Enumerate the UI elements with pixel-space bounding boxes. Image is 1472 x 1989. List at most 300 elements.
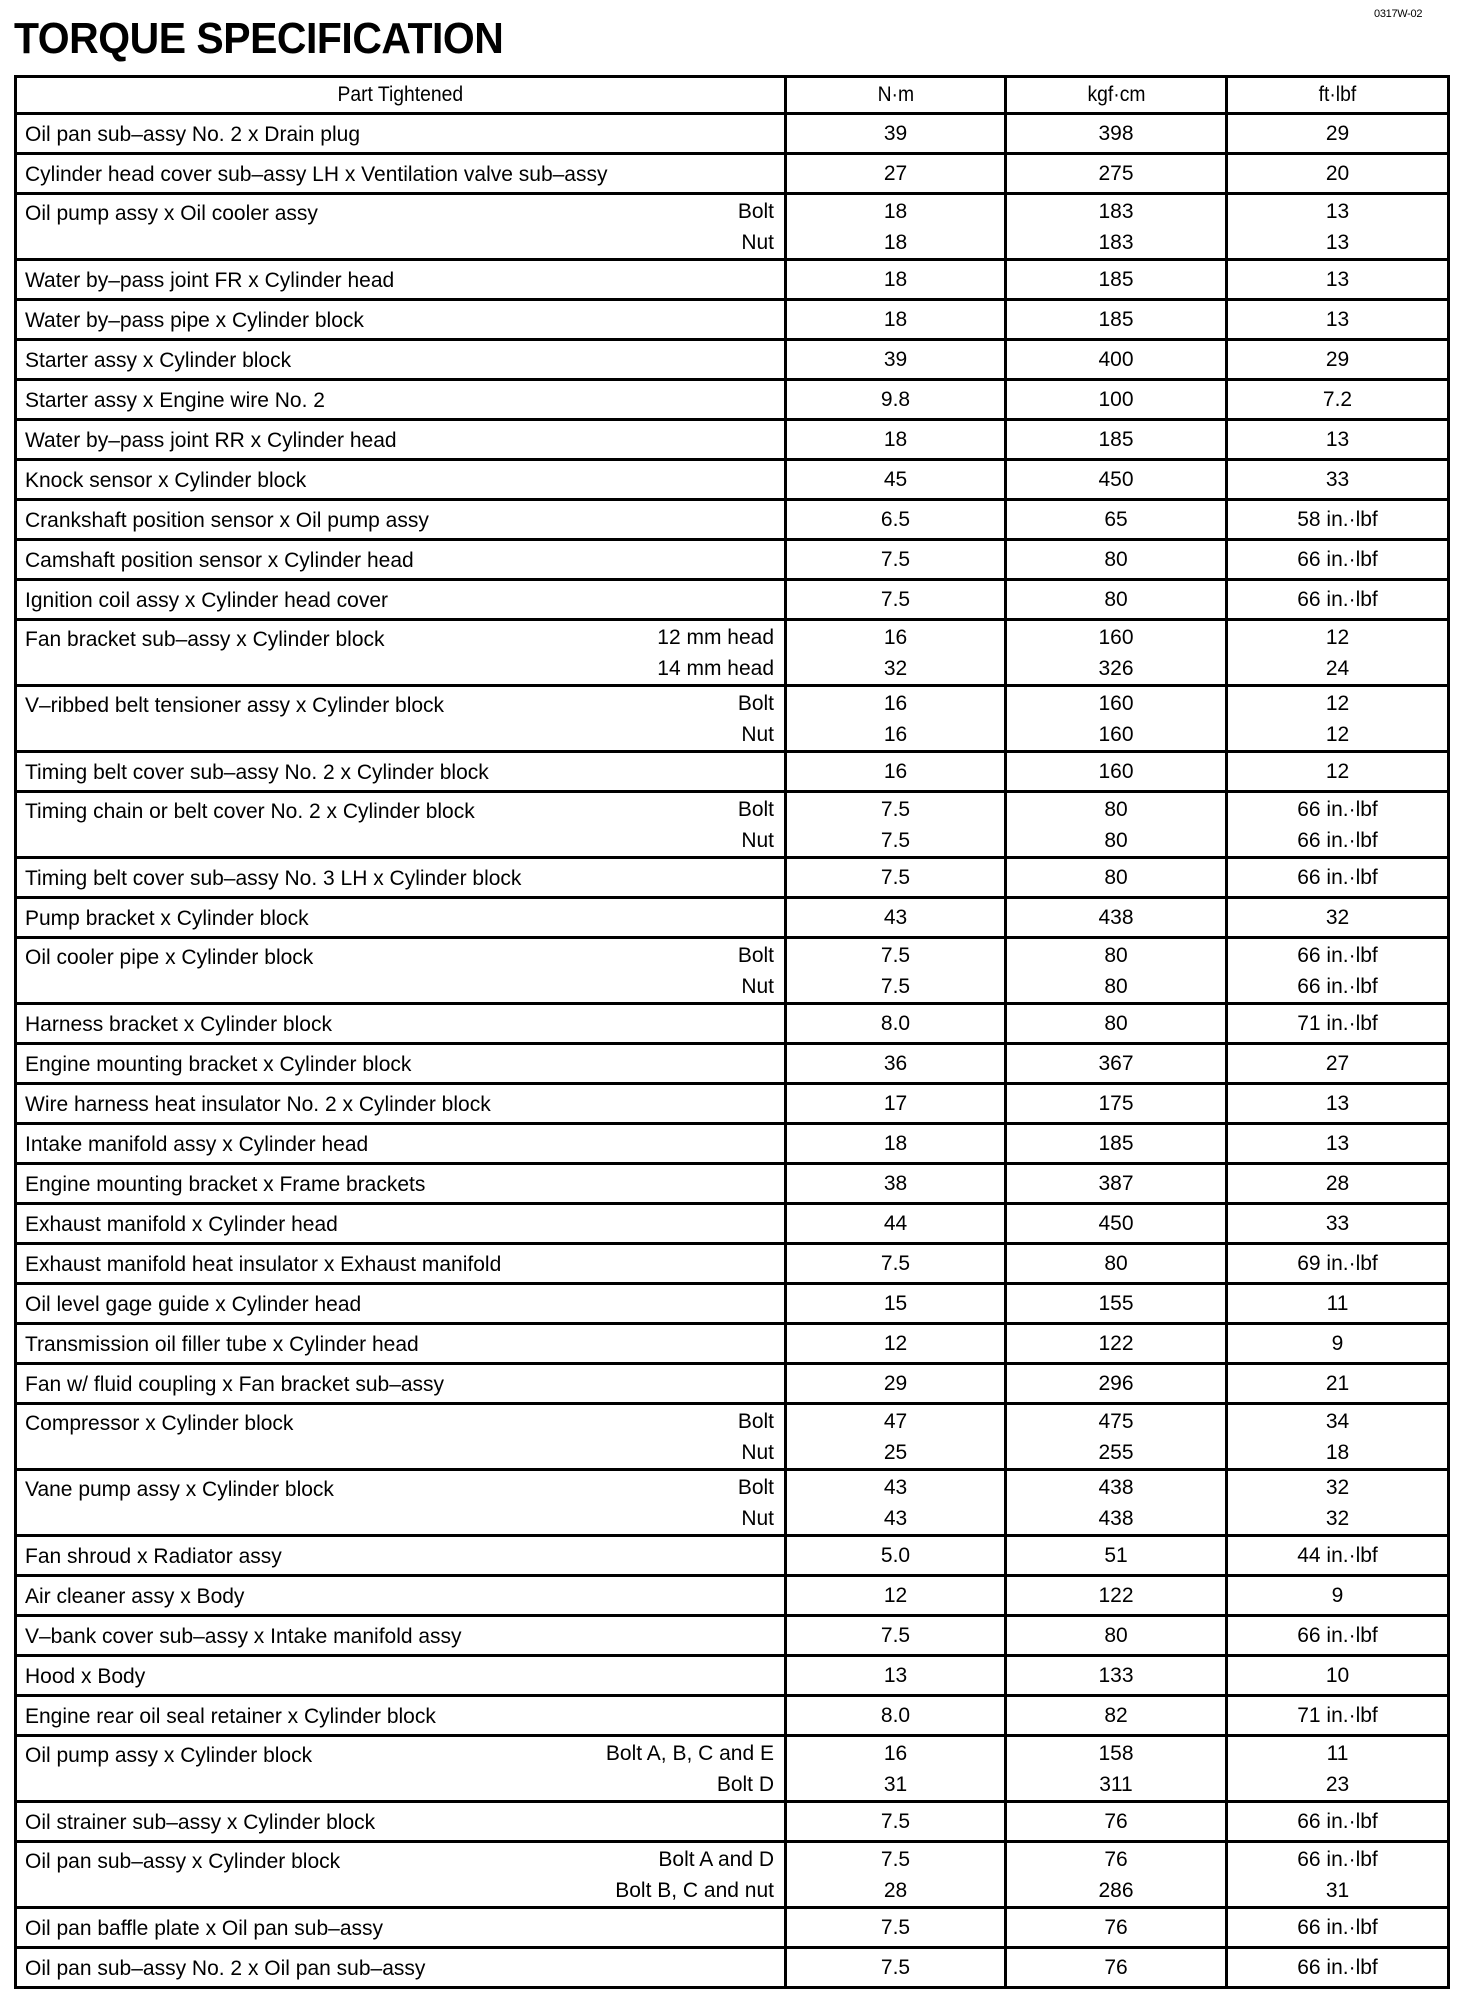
torque-nm-cell	[786, 194, 1006, 260]
table-row	[16, 1004, 1449, 1044]
torque-ft-lbf-cell	[1227, 1696, 1449, 1736]
table-row	[16, 1736, 1449, 1802]
part-name: Knock sensor x Cylinder block	[25, 469, 307, 492]
table-row	[16, 260, 1449, 300]
torque-value: 133	[1098, 1664, 1134, 1687]
torque-kgf-cm-cell	[1006, 460, 1227, 500]
torque-value: 28	[1325, 1172, 1350, 1195]
torque-kgf-cm-cell	[1006, 1284, 1227, 1324]
part-cell	[16, 938, 786, 1004]
table-header-row	[16, 77, 1449, 114]
torque-kgf-cm-cell	[1006, 380, 1227, 420]
part-name: Fan w/ fluid coupling x Fan bracket sub–assy	[25, 1373, 445, 1396]
part-name: Intake manifold assy x Cylinder head	[25, 1133, 369, 1156]
torque-kgf-cm-cell	[1006, 1736, 1227, 1802]
part-cell-content	[17, 1245, 784, 1282]
table-row	[16, 580, 1449, 620]
torque-value: 58 in.·lbf	[1297, 508, 1378, 531]
part-name: Oil level gage guide x Cylinder head	[25, 1293, 362, 1316]
table-row	[16, 154, 1449, 194]
torque-kgf-cm-cell	[1006, 1656, 1227, 1696]
part-cell	[16, 1324, 786, 1364]
fastener-label: Nut	[741, 1506, 774, 1530]
torque-value: 29	[883, 1372, 908, 1395]
torque-value: 7.2	[1322, 388, 1353, 411]
torque-value: 66 in.·lbf	[1297, 1810, 1378, 1833]
torque-kgf-cm-cell	[1006, 1124, 1227, 1164]
part-cell	[16, 898, 786, 938]
fastener-label: Bolt	[737, 199, 774, 223]
torque-nm-cell	[786, 340, 1006, 380]
torque-ft-lbf-cell	[1227, 1164, 1449, 1204]
table-row	[16, 858, 1449, 898]
torque-value: 27	[883, 162, 908, 185]
torque-value: 7.5	[880, 866, 911, 889]
torque-ft-lbf-cell	[1227, 460, 1449, 500]
part-name: Exhaust manifold heat insulator x Exhaust manifold	[25, 1253, 502, 1276]
torque-value: 475	[1098, 1409, 1134, 1433]
torque-value: 12	[883, 1332, 908, 1355]
table-row	[16, 1244, 1449, 1284]
torque-value: 66 in.·lbf	[1297, 866, 1378, 889]
part-name: Camshaft position sensor x Cylinder head	[25, 549, 414, 572]
table-row	[16, 1802, 1449, 1842]
part-cell-content	[17, 1657, 784, 1694]
torque-value: 45	[883, 468, 908, 491]
torque-ft-lbf-cell	[1227, 1364, 1449, 1404]
part-cell	[16, 1576, 786, 1616]
torque-value: 185	[1098, 428, 1134, 451]
torque-value: 25	[883, 1440, 908, 1464]
torque-ft-lbf-cell	[1227, 792, 1449, 858]
part-name: Oil pump assy x Cylinder block	[25, 1743, 313, 1767]
part-cell-content	[17, 421, 784, 458]
torque-kgf-cm-cell	[1006, 154, 1227, 194]
table-row	[16, 620, 1449, 686]
torque-ft-lbf-cell	[1227, 1470, 1449, 1536]
torque-value: 160	[1098, 760, 1134, 783]
torque-value: 11	[1326, 1292, 1349, 1315]
torque-kgf-cm-cell	[1006, 300, 1227, 340]
torque-nm-cell	[786, 1948, 1006, 1988]
table-row	[16, 114, 1449, 154]
part-name: Crankshaft position sensor x Oil pump assy	[25, 509, 429, 532]
torque-value: 71 in.·lbf	[1297, 1012, 1378, 1035]
table-row	[16, 1284, 1449, 1324]
torque-ft-lbf-cell	[1227, 1244, 1449, 1284]
table-row	[16, 1044, 1449, 1084]
torque-kgf-cm-cell	[1006, 1324, 1227, 1364]
fastener-label: Bolt B, C and nut	[615, 1878, 774, 1902]
torque-value: 367	[1098, 1052, 1134, 1075]
torque-value: 18	[883, 308, 908, 331]
part-cell-content	[17, 1005, 784, 1042]
part-name: Transmission oil filler tube x Cylinder head	[25, 1333, 419, 1356]
torque-value: 76	[1104, 1956, 1128, 1979]
part-cell	[16, 1204, 786, 1244]
torque-value: 32	[883, 656, 908, 680]
torque-nm-cell	[786, 114, 1006, 154]
part-cell	[16, 858, 786, 898]
torque-nm-cell	[786, 752, 1006, 792]
torque-value: 15	[883, 1292, 908, 1315]
part-name: Oil cooler pipe x Cylinder block	[25, 945, 314, 969]
part-name: V–ribbed belt tensioner assy x Cylinder block	[25, 693, 445, 717]
torque-value: 7.5	[880, 1956, 911, 1979]
torque-value: 438	[1098, 1475, 1134, 1499]
part-cell	[16, 1284, 786, 1324]
torque-ft-lbf-cell	[1227, 1324, 1449, 1364]
torque-kgf-cm-cell	[1006, 620, 1227, 686]
torque-kgf-cm-cell	[1006, 1470, 1227, 1536]
fastener-list	[738, 1472, 774, 1534]
header-part-tightened	[16, 77, 786, 114]
torque-value: 31	[1325, 1878, 1350, 1902]
torque-value: 18	[883, 199, 908, 223]
torque-value: 155	[1098, 1292, 1134, 1315]
torque-value: 82	[1104, 1704, 1128, 1727]
header-kgf-cm	[1006, 77, 1227, 114]
torque-nm-cell	[786, 1284, 1006, 1324]
torque-ft-lbf-cell	[1227, 1284, 1449, 1324]
torque-value: 32	[1325, 1475, 1350, 1499]
torque-value: 13	[1325, 268, 1350, 291]
torque-nm-cell	[786, 938, 1006, 1004]
part-name: Fan bracket sub–assy x Cylinder block	[25, 627, 385, 651]
torque-nm-cell	[786, 620, 1006, 686]
torque-nm-cell	[786, 420, 1006, 460]
torque-value: 185	[1098, 1132, 1134, 1155]
part-name: Oil pan sub–assy No. 2 x Oil pan sub–assy	[25, 1957, 426, 1980]
part-cell-content	[17, 1045, 784, 1082]
torque-nm-cell	[786, 580, 1006, 620]
table-row	[16, 1656, 1449, 1696]
torque-nm-cell	[786, 300, 1006, 340]
torque-nm-cell	[786, 1802, 1006, 1842]
part-cell-content	[17, 501, 784, 538]
torque-value: 16	[883, 691, 908, 715]
part-cell-content	[17, 155, 784, 192]
table-row	[16, 938, 1449, 1004]
part-cell-content	[17, 261, 784, 298]
torque-value: 7.5	[880, 548, 911, 571]
torque-value: 7.5	[880, 1916, 911, 1939]
part-name: Timing belt cover sub–assy No. 2 x Cylinder block	[25, 761, 489, 784]
fastener-list	[615, 1844, 774, 1906]
torque-value: 69 in.·lbf	[1297, 1252, 1378, 1275]
torque-value: 34	[1325, 1409, 1350, 1433]
torque-nm-cell	[786, 1364, 1006, 1404]
table-row	[16, 1470, 1449, 1536]
part-name: Vane pump assy x Cylinder block	[25, 1477, 334, 1501]
part-cell-content	[17, 1537, 784, 1574]
torque-value: 66 in.·lbf	[1297, 974, 1378, 998]
part-cell-content	[17, 1125, 784, 1162]
torque-nm-cell	[786, 1324, 1006, 1364]
torque-value: 12	[1325, 722, 1350, 746]
torque-ft-lbf-cell	[1227, 154, 1449, 194]
torque-nm-cell	[786, 1842, 1006, 1908]
part-cell	[16, 1124, 786, 1164]
header-ft-label: ft·lbf	[1318, 83, 1357, 106]
torque-ft-lbf-cell	[1227, 858, 1449, 898]
part-cell-content	[17, 1844, 784, 1906]
torque-value: 18	[883, 268, 908, 291]
part-name: V–bank cover sub–assy x Intake manifold assy	[25, 1625, 462, 1648]
torque-value: 80	[1104, 974, 1128, 998]
part-cell-content	[17, 1909, 784, 1946]
table-row	[16, 1124, 1449, 1164]
torque-value: 33	[1325, 468, 1350, 491]
table-row	[16, 792, 1449, 858]
torque-nm-cell	[786, 1656, 1006, 1696]
fastener-list	[657, 622, 774, 684]
table-row	[16, 752, 1449, 792]
torque-value: 7.5	[880, 974, 911, 998]
torque-value: 275	[1098, 162, 1134, 185]
torque-value: 27	[1325, 1052, 1350, 1075]
torque-value: 80	[1104, 1624, 1128, 1647]
torque-value: 66 in.·lbf	[1297, 1956, 1378, 1979]
torque-value: 6.5	[880, 508, 911, 531]
table-row	[16, 686, 1449, 752]
part-cell-content	[17, 1803, 784, 1840]
torque-value: 44 in.·lbf	[1297, 1544, 1378, 1567]
fastener-label: Nut	[741, 1440, 774, 1464]
fastener-label: Nut	[741, 230, 774, 254]
torque-value: 387	[1098, 1172, 1134, 1195]
part-cell-content	[17, 196, 784, 258]
fastener-label: Bolt D	[716, 1772, 774, 1796]
table-row	[16, 500, 1449, 540]
part-cell-content	[17, 940, 784, 1002]
torque-value: 7.5	[880, 1252, 911, 1275]
torque-kgf-cm-cell	[1006, 1084, 1227, 1124]
torque-kgf-cm-cell	[1006, 540, 1227, 580]
torque-value: 65	[1104, 508, 1128, 531]
torque-nm-cell	[786, 1004, 1006, 1044]
table-row	[16, 1948, 1449, 1988]
torque-value: 66 in.·lbf	[1297, 1624, 1378, 1647]
part-cell-content	[17, 899, 784, 936]
torque-value: 9	[1331, 1584, 1344, 1607]
torque-value: 13	[1325, 1092, 1350, 1115]
torque-value: 18	[883, 428, 908, 451]
torque-kgf-cm-cell	[1006, 686, 1227, 752]
torque-ft-lbf-cell	[1227, 1124, 1449, 1164]
torque-value: 44	[883, 1212, 908, 1235]
part-cell	[16, 1004, 786, 1044]
part-cell-content	[17, 115, 784, 152]
part-name: Engine mounting bracket x Cylinder block	[25, 1053, 412, 1076]
torque-ft-lbf-cell	[1227, 1576, 1449, 1616]
fastener-label: Nut	[741, 722, 774, 746]
torque-value: 36	[883, 1052, 908, 1075]
torque-value: 80	[1104, 1252, 1128, 1275]
torque-kgf-cm-cell	[1006, 1364, 1227, 1404]
fastener-label: 14 mm head	[657, 656, 774, 680]
torque-value: 122	[1098, 1584, 1134, 1607]
table-row	[16, 1164, 1449, 1204]
table-row	[16, 1696, 1449, 1736]
torque-value: 66 in.·lbf	[1297, 828, 1378, 852]
torque-value: 183	[1098, 230, 1134, 254]
torque-kgf-cm-cell	[1006, 260, 1227, 300]
torque-value: 7.5	[880, 588, 911, 611]
torque-ft-lbf-cell	[1227, 938, 1449, 1004]
torque-ft-lbf-cell	[1227, 1802, 1449, 1842]
header-kgf-label: kgf·cm	[1087, 83, 1145, 106]
torque-kgf-cm-cell	[1006, 1244, 1227, 1284]
part-cell	[16, 114, 786, 154]
part-cell	[16, 540, 786, 580]
torque-kgf-cm-cell	[1006, 1044, 1227, 1084]
part-cell-content	[17, 622, 784, 684]
torque-value: 100	[1098, 388, 1134, 411]
torque-value: 80	[1104, 548, 1128, 571]
torque-value: 160	[1098, 722, 1134, 746]
torque-value: 20	[1325, 162, 1350, 185]
torque-ft-lbf-cell	[1227, 1656, 1449, 1696]
torque-value: 76	[1104, 1916, 1128, 1939]
fastener-label: Bolt	[737, 1409, 774, 1433]
torque-ft-lbf-cell	[1227, 898, 1449, 938]
torque-ft-lbf-cell	[1227, 1084, 1449, 1124]
torque-nm-cell	[786, 260, 1006, 300]
torque-value: 31	[883, 1772, 908, 1796]
part-cell-content	[17, 461, 784, 498]
torque-value: 28	[883, 1878, 908, 1902]
torque-value: 32	[1325, 906, 1350, 929]
torque-value: 450	[1098, 468, 1134, 491]
fastener-label: Bolt	[737, 691, 774, 715]
torque-value: 33	[1325, 1212, 1350, 1235]
part-cell-content	[17, 1577, 784, 1614]
part-name: Oil strainer sub–assy x Cylinder block	[25, 1811, 376, 1834]
torque-value: 255	[1098, 1440, 1134, 1464]
part-name: Oil pump assy x Oil cooler assy	[25, 201, 318, 225]
torque-nm-cell	[786, 460, 1006, 500]
torque-value: 185	[1098, 308, 1134, 331]
part-cell	[16, 1404, 786, 1470]
header-nm-label: N·m	[877, 83, 914, 106]
part-cell-content	[17, 1205, 784, 1242]
torque-value: 16	[883, 1741, 908, 1765]
torque-value: 43	[883, 1475, 908, 1499]
part-cell	[16, 194, 786, 260]
part-name: Water by–pass pipe x Cylinder block	[25, 309, 364, 332]
torque-nm-cell	[786, 1124, 1006, 1164]
torque-ft-lbf-cell	[1227, 540, 1449, 580]
torque-value: 18	[883, 1132, 908, 1155]
torque-value: 185	[1098, 268, 1134, 291]
table-row	[16, 420, 1449, 460]
torque-value: 158	[1098, 1741, 1134, 1765]
part-cell-content	[17, 301, 784, 338]
torque-kgf-cm-cell	[1006, 500, 1227, 540]
torque-value: 66 in.·lbf	[1297, 548, 1378, 571]
torque-nm-cell	[786, 1470, 1006, 1536]
part-cell	[16, 1084, 786, 1124]
torque-nm-cell	[786, 380, 1006, 420]
torque-value: 23	[1325, 1772, 1350, 1796]
torque-value: 11	[1326, 1741, 1349, 1765]
torque-ft-lbf-cell	[1227, 1616, 1449, 1656]
torque-value: 66 in.·lbf	[1297, 588, 1378, 611]
fastener-label: Bolt A and D	[658, 1847, 774, 1871]
table-row	[16, 1576, 1449, 1616]
torque-ft-lbf-cell	[1227, 752, 1449, 792]
torque-ft-lbf-cell	[1227, 500, 1449, 540]
fastener-label: Bolt	[737, 1475, 774, 1499]
part-cell-content	[17, 859, 784, 896]
torque-kgf-cm-cell	[1006, 1004, 1227, 1044]
torque-value: 12	[1325, 691, 1350, 715]
torque-value: 160	[1098, 625, 1134, 649]
torque-value: 66 in.·lbf	[1297, 1916, 1378, 1939]
part-cell-content	[17, 341, 784, 378]
part-name: Harness bracket x Cylinder block	[25, 1013, 332, 1036]
torque-kgf-cm-cell	[1006, 194, 1227, 260]
part-cell-content	[17, 1949, 784, 1986]
torque-value: 16	[883, 760, 908, 783]
fastener-list	[738, 794, 774, 856]
part-cell	[16, 1616, 786, 1656]
torque-value: 7.5	[880, 797, 911, 821]
torque-value: 66 in.·lbf	[1297, 1847, 1378, 1871]
torque-value: 160	[1098, 691, 1134, 715]
part-cell	[16, 460, 786, 500]
part-cell-content	[17, 688, 784, 750]
torque-value: 438	[1098, 906, 1134, 929]
torque-ft-lbf-cell	[1227, 420, 1449, 460]
part-cell-content	[17, 1165, 784, 1202]
table-row	[16, 1084, 1449, 1124]
torque-value: 29	[1325, 122, 1350, 145]
torque-ft-lbf-cell	[1227, 1842, 1449, 1908]
table-row	[16, 540, 1449, 580]
torque-nm-cell	[786, 1044, 1006, 1084]
part-cell-content	[17, 1285, 784, 1322]
torque-nm-cell	[786, 1404, 1006, 1470]
torque-value: 8.0	[880, 1704, 911, 1727]
table-row	[16, 460, 1449, 500]
torque-value: 13	[883, 1664, 908, 1687]
torque-value: 29	[1325, 348, 1350, 371]
part-cell-content	[17, 1738, 784, 1800]
torque-kgf-cm-cell	[1006, 752, 1227, 792]
torque-kgf-cm-cell	[1006, 1696, 1227, 1736]
part-cell	[16, 1908, 786, 1948]
fastener-list	[738, 1406, 774, 1468]
torque-ft-lbf-cell	[1227, 1044, 1449, 1084]
torque-nm-cell	[786, 1536, 1006, 1576]
part-name: Oil pan sub–assy x Cylinder block	[25, 1849, 341, 1873]
torque-value: 10	[1325, 1664, 1350, 1687]
part-cell	[16, 300, 786, 340]
torque-value: 13	[1325, 230, 1350, 254]
part-name: Fan shroud x Radiator assy	[25, 1545, 282, 1568]
torque-ft-lbf-cell	[1227, 1736, 1449, 1802]
torque-ft-lbf-cell	[1227, 1204, 1449, 1244]
torque-kgf-cm-cell	[1006, 1802, 1227, 1842]
torque-value: 12	[1325, 625, 1350, 649]
torque-value: 183	[1098, 199, 1134, 223]
torque-value: 51	[1104, 1544, 1128, 1567]
header-ft-lbf	[1227, 77, 1449, 114]
torque-nm-cell	[786, 1616, 1006, 1656]
table-row	[16, 1404, 1449, 1470]
